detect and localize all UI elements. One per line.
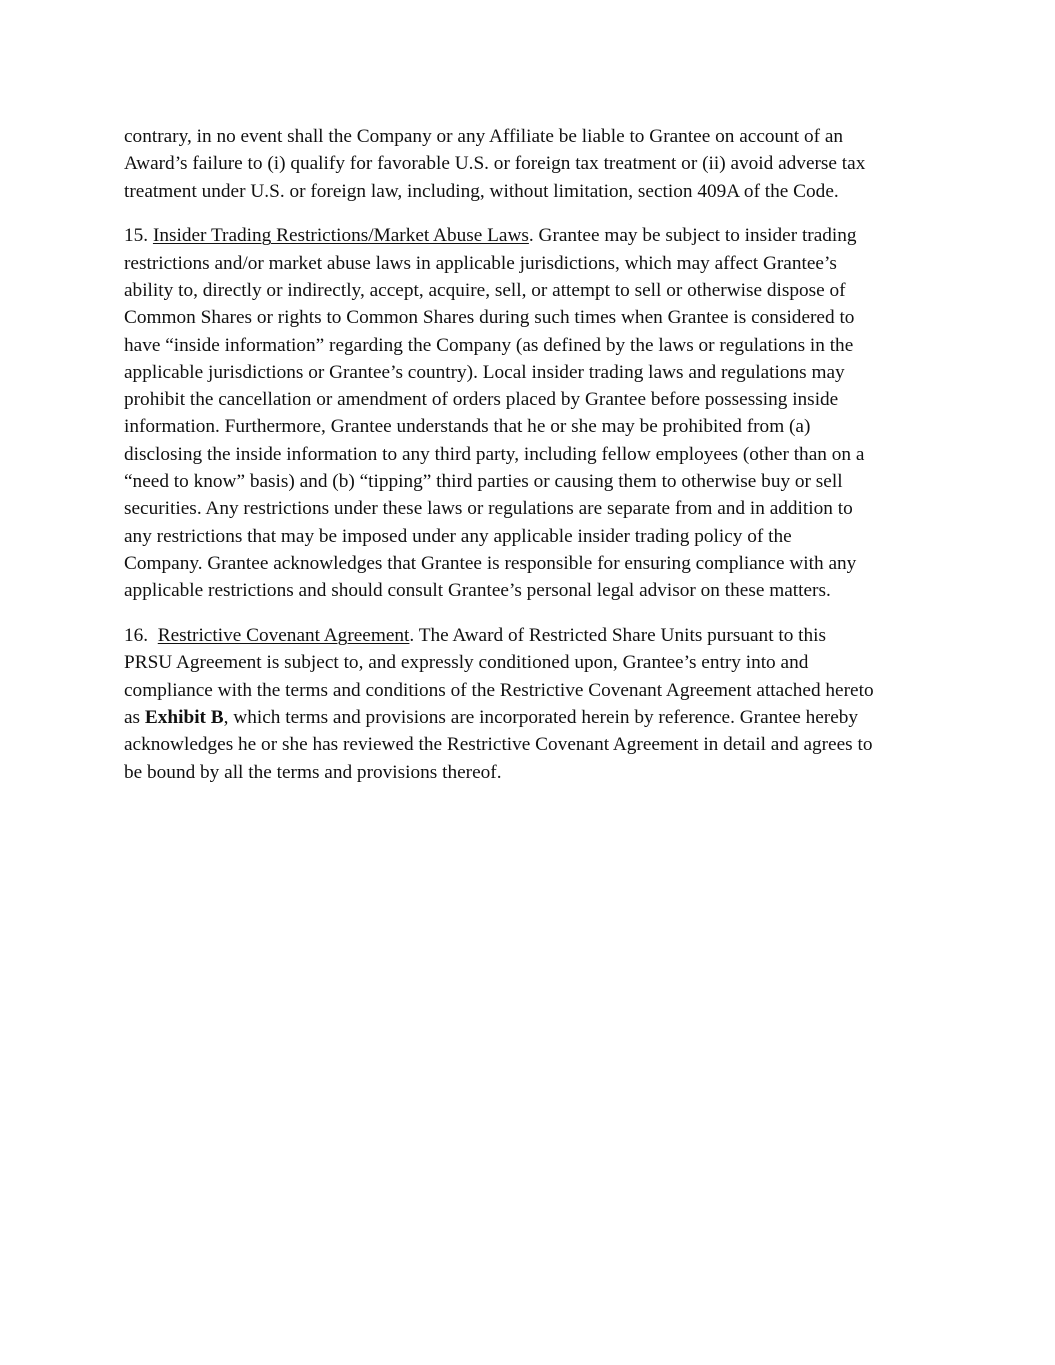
text-line: disclosing the inside information to any third party, including fellow employees (other than on a <box>124 443 865 465</box>
exhibit-b-reference: Exhibit B <box>144 706 224 728</box>
document-body <box>124 123 936 803</box>
text-line: securities. Any restrictions under these laws or regulations are separate from and in addition to <box>124 498 853 520</box>
section-16-paragraph <box>124 622 936 786</box>
section-15-paragraph <box>124 222 936 604</box>
text-line: compliance with the terms and conditions of the Restrictive Covenant Agreement attached hereto <box>124 679 874 701</box>
text-line: applicable jurisdictions or Grantee’s country). Local insider trading laws and regulations may <box>124 361 845 383</box>
text-line: acknowledges he or she has reviewed the Restrictive Covenant Agreement in detail and agrees to <box>124 734 873 756</box>
section-16-first-line-rest: . The Award of Restricted Share Units pursuant to this <box>409 625 827 647</box>
section-16-heading: Restrictive Covenant Agreement <box>157 625 410 647</box>
text-line: Common Shares or rights to Common Shares during such times when Grantee is considered to <box>124 307 855 329</box>
text-line: prohibit the cancellation or amendment of orders placed by Grantee before possessing inside <box>124 389 839 411</box>
text-line: Award’s failure to (i) qualify for favorable U.S. or foreign tax treatment or (ii) avoid adverse tax <box>124 153 866 175</box>
section-15-heading: Insider Trading Restrictions/Market Abuse Laws <box>152 225 529 247</box>
text-line: any restrictions that may be imposed under any applicable insider trading policy of the <box>124 525 792 547</box>
text-line: contrary, in no event shall the Company or any Affiliate be liable to Grantee on account of an <box>124 126 844 147</box>
text-line: restrictions and/or market abuse laws in applicable jurisdictions, which may affect Grantee’s <box>124 252 837 274</box>
section-15-first-line <box>124 222 936 249</box>
text-line: ability to, directly or indirectly, accept, acquire, sell, or attempt to sell or otherwise dispose of <box>124 279 846 301</box>
text-line: have “inside information” regarding the Company (as defined by the laws or regulations in the <box>124 334 854 356</box>
section-16-first-line <box>124 622 936 649</box>
text-line: information. Furthermore, Grantee understands that he or she may be prohibited from (a) <box>124 416 811 438</box>
paragraph-carryover <box>124 123 936 205</box>
section-15-number: 15. <box>124 225 149 247</box>
text-line: “need to know” basis) and (b) “tipping” third parties or causing them to otherwise buy or sell <box>124 471 843 493</box>
section-15-first-line-rest: . Grantee may be subject to insider trading <box>528 225 857 247</box>
text-line: PRSU Agreement is subject to, and expressly conditioned upon, Grantee’s entry into and <box>124 652 809 674</box>
section-16-number: 16. <box>124 625 149 647</box>
line-4-prefix: as <box>124 706 145 728</box>
text-line: treatment under U.S. or foreign law, including, without limitation, section 409A of the Code. <box>124 180 839 202</box>
text-line: applicable restrictions and should consult Grantee’s personal legal advisor on these matters. <box>124 580 831 602</box>
line-4-rest: , which terms and provisions are incorporated herein by reference. Grantee hereby <box>223 706 859 728</box>
text-line-with-exhibit <box>124 704 936 731</box>
text-line: be bound by all the terms and provisions thereof. <box>124 761 502 783</box>
text-line: Company. Grantee acknowledges that Grantee is responsible for ensuring compliance with any <box>124 552 857 574</box>
